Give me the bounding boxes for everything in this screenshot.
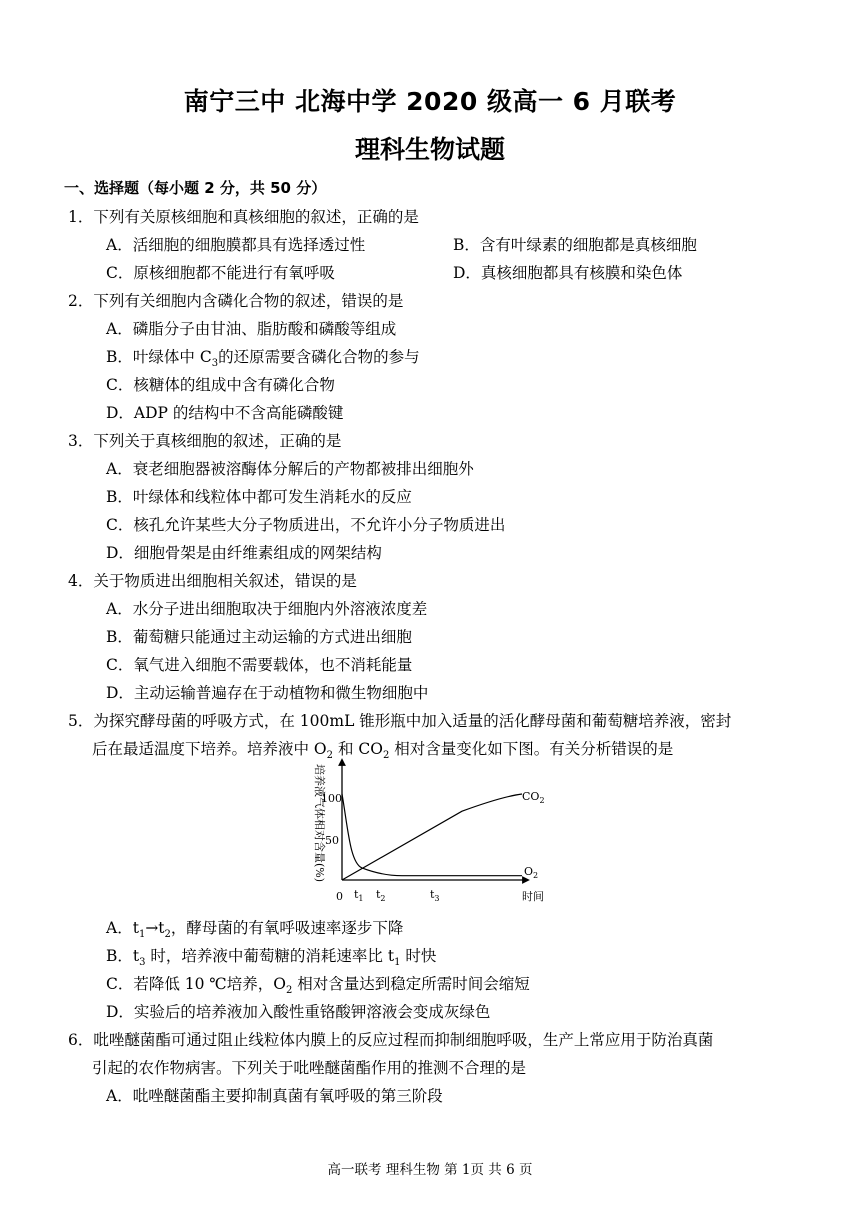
q5-stem-line2: 后在最适温度下培养。培养液中 $O_2$ 和 $CO_2$ 相对含量变化如下图。有关分析错误的是 bbox=[92, 740, 674, 762]
o2-curve bbox=[342, 794, 522, 876]
exam-subtitle: 理科生物试题 bbox=[354, 135, 505, 164]
page-footer: 高一联考 理科生物 第 1页 共 6 页 bbox=[327, 1162, 533, 1178]
q5-option-c: C．若降低 10 ℃培养，$O_2$ 相对含量达到稳定所需时间会缩短 bbox=[106, 975, 530, 997]
q5-option-b: B．$t_3$ 时，培养液中葡萄糖的消耗速率比 $t_1$ 时快 bbox=[106, 947, 437, 969]
q4-option-d: D．主动运输普遍存在于动植物和微生物细胞中 bbox=[106, 684, 429, 702]
x-axis-label: 时间 bbox=[522, 890, 544, 903]
origin-label: 0 bbox=[336, 890, 343, 903]
q5-option-a: A．$t_1\to t_2$，酵母菌的有氧呼吸速率逐步下降 bbox=[106, 919, 404, 941]
q3-option-b: B．叶绿体和线粒体中都可发生消耗水的反应 bbox=[106, 488, 412, 506]
q2-stem: 2．下列有关细胞内含磷化合物的叙述，错误的是 bbox=[68, 292, 404, 310]
co2-series-label: $CO_2$ bbox=[522, 790, 545, 805]
q4-option-a: A．水分子进出细胞取决于细胞内外溶液浓度差 bbox=[106, 600, 428, 618]
co2-series bbox=[342, 794, 522, 880]
q6-stem-line1: 6．吡唑醚菌酯可通过阻止线粒体内膜上的反应过程而抑制细胞呼吸，生产上常应用于防治真菌 bbox=[68, 1031, 714, 1049]
q3-option-d: D．细胞骨架是由纤维素组成的网架结构 bbox=[106, 544, 382, 562]
gas-content-chart bbox=[296, 758, 566, 908]
o2-series bbox=[342, 794, 522, 876]
q5-stem-line1: 5．为探究酵母菌的呼吸方式，在 100mL 锥形瓶中加入适量的活化酵母菌和葡萄糖培养液，密封 bbox=[68, 712, 732, 730]
section-heading: 一、选择题（每小题 2 分，共 50 分） bbox=[64, 179, 327, 197]
q4-option-c: C．氧气进入细胞不需要载体，也不消耗能量 bbox=[106, 656, 413, 674]
o2-series-label: $O_2$ bbox=[524, 865, 539, 880]
x-tick-t1: $t_1$ bbox=[354, 888, 364, 903]
q4-option-b: B．葡萄糖只能通过主动运输的方式进出细胞 bbox=[106, 628, 412, 646]
q5-option-d: D．实验后的培养液加入酸性重铬酸钾溶液会变成灰绿色 bbox=[106, 1003, 491, 1021]
q6-stem-line2: 引起的农作物病害。下列关于吡唑醚菌酯作用的推测不合理的是 bbox=[92, 1059, 527, 1077]
q1-option-c: C．原核细胞都不能进行有氧呼吸 bbox=[106, 264, 335, 282]
q4-stem: 4．关于物质进出细胞相关叙述，错误的是 bbox=[68, 572, 357, 590]
y-tick-50: 50 bbox=[325, 834, 339, 847]
y-axis-label: 培养液气体相对含量(%) bbox=[313, 764, 326, 883]
exam-title: 南宁三中 北海中学 2020 级高一 6 月联考 bbox=[183, 87, 677, 116]
q2-option-b: B．叶绿体中 $C_3$的还原需要含磷化合物的参与 bbox=[106, 348, 420, 370]
co2-curve bbox=[342, 794, 522, 880]
x-tick-t3: $t_3$ bbox=[430, 888, 440, 903]
q3-option-c: C．核孔允许某些大分子物质进出，不允许小分子物质进出 bbox=[106, 516, 506, 534]
q1-option-b: B．含有叶绿素的细胞都是真核细胞 bbox=[453, 236, 697, 254]
x-tick-t2: $t_2$ bbox=[376, 888, 386, 903]
q2-option-a: A．磷脂分子由甘油、脂肪酸和磷酸等组成 bbox=[106, 320, 397, 338]
q1-stem: 1．下列有关原核细胞和真核细胞的叙述，正确的是 bbox=[68, 208, 419, 226]
q1-option-a: A．活细胞的细胞膜都具有选择透过性 bbox=[106, 236, 366, 254]
q3-option-a: A．衰老细胞器被溶酶体分解后的产物都被排出细胞外 bbox=[106, 460, 474, 478]
q3-stem: 3．下列关于真核细胞的叙述，正确的是 bbox=[68, 432, 342, 450]
q2-option-d: D．ADP 的结构中不含高能磷酸键 bbox=[106, 404, 344, 422]
q1-option-d: D．真核细胞都具有核膜和染色体 bbox=[453, 264, 683, 282]
q6-option-a: A．吡唑醚菌酯主要抑制真菌有氧呼吸的第三阶段 bbox=[106, 1087, 443, 1105]
y-tick-100: 100 bbox=[321, 792, 342, 805]
q2-option-c: C．核糖体的组成中含有磷化合物 bbox=[106, 376, 335, 394]
